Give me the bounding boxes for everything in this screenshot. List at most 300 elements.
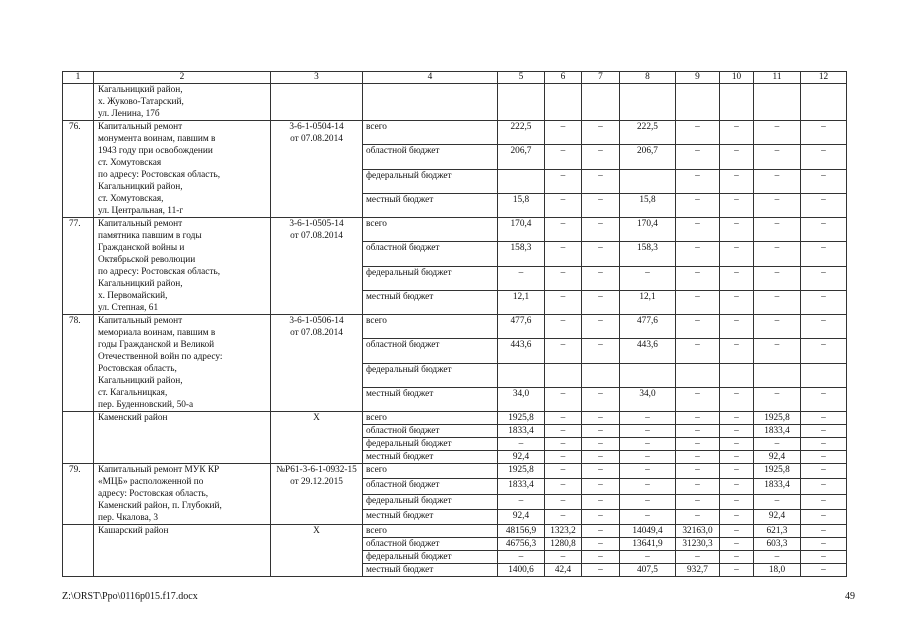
object-line: «МЦБ» расположенной по	[98, 477, 204, 487]
value-cell: –	[498, 438, 545, 451]
value-cell: 443,6	[498, 339, 545, 363]
row-number: 78.	[63, 315, 94, 412]
object-line: Кагальницкий район,	[98, 376, 183, 386]
value-cell: –	[582, 266, 620, 290]
value-cell: –	[754, 266, 801, 290]
value-cell: 34,0	[620, 387, 676, 411]
value-cell: –	[801, 290, 847, 314]
value-cell: –	[545, 290, 582, 314]
value-cell: –	[582, 551, 620, 564]
value-cell: –	[545, 509, 582, 524]
value-cell: 407,5	[620, 564, 676, 577]
value-cell: –	[545, 412, 582, 425]
value-cell: 12,1	[498, 290, 545, 314]
value-cell: –	[498, 266, 545, 290]
value-cell: 1925,8	[498, 464, 545, 479]
column-header: 3	[271, 72, 363, 84]
value-cell: –	[582, 169, 620, 193]
column-header: 8	[620, 72, 676, 84]
value-cell: –	[801, 564, 847, 577]
value-cell: –	[582, 425, 620, 438]
object-line: Ростовская область,	[98, 364, 177, 374]
value-cell: –	[754, 145, 801, 169]
value-cell: 42,4	[545, 564, 582, 577]
object-line: мемориала воинам, павшим в	[98, 328, 216, 338]
value-cell	[545, 363, 582, 387]
value-cell	[620, 169, 676, 193]
funding-source: федеральный бюджет	[363, 266, 498, 290]
value-cell: –	[545, 551, 582, 564]
value-cell: 31230,3	[676, 538, 720, 551]
value-cell: –	[754, 290, 801, 314]
value-cell: –	[545, 145, 582, 169]
value-cell: –	[801, 412, 847, 425]
value-cell: 1833,4	[498, 425, 545, 438]
empty-cell	[720, 84, 754, 121]
value-cell: 158,3	[498, 242, 545, 266]
value-cell: –	[620, 266, 676, 290]
value-cell: –	[545, 193, 582, 217]
object-line: по адресу: Ростовская область,	[98, 267, 221, 277]
value-cell: –	[676, 464, 720, 479]
value-cell: –	[582, 538, 620, 551]
value-cell	[754, 363, 801, 387]
value-cell: –	[498, 494, 545, 509]
value-cell: –	[545, 266, 582, 290]
column-header: 5	[498, 72, 545, 84]
object-line: х. Первомайский,	[98, 291, 168, 301]
funding-source: федеральный бюджет	[363, 169, 498, 193]
object-description	[94, 315, 271, 412]
value-cell: –	[754, 193, 801, 217]
footer-file-path: Z:\ORST\Ppo\0116p015.f17.docx	[62, 591, 198, 602]
value-cell: –	[582, 525, 620, 538]
value-cell: 1925,8	[498, 412, 545, 425]
value-cell: –	[620, 479, 676, 494]
value-cell: –	[676, 425, 720, 438]
value-cell: –	[720, 509, 754, 524]
value-cell	[720, 363, 754, 387]
value-cell: –	[582, 315, 620, 339]
funding-source: всего	[363, 525, 498, 538]
value-cell: –	[720, 266, 754, 290]
value-cell: –	[676, 218, 720, 242]
value-cell: –	[801, 193, 847, 217]
value-cell: –	[801, 169, 847, 193]
value-cell: 1280,8	[545, 538, 582, 551]
funding-source: местный бюджет	[363, 387, 498, 411]
value-cell: –	[720, 425, 754, 438]
value-cell: –	[676, 438, 720, 451]
value-cell: –	[676, 494, 720, 509]
object-line: ст. Хомутовская	[98, 158, 162, 168]
funding-source: федеральный бюджет	[363, 438, 498, 451]
funding-source: местный бюджет	[363, 564, 498, 577]
value-cell: 32163,0	[676, 525, 720, 538]
value-cell: 92,4	[754, 451, 801, 464]
value-cell: 1323,2	[545, 525, 582, 538]
value-cell: –	[801, 479, 847, 494]
header-row	[63, 72, 847, 84]
column-header: 7	[582, 72, 620, 84]
value-cell: 222,5	[498, 121, 545, 145]
value-cell: 46756,3	[498, 538, 545, 551]
value-cell	[801, 363, 847, 387]
value-cell: 222,5	[620, 121, 676, 145]
value-cell: 12,1	[620, 290, 676, 314]
value-cell: –	[676, 551, 720, 564]
value-cell	[676, 363, 720, 387]
object-line: ул. Степная, 61	[98, 303, 159, 313]
value-cell: –	[676, 412, 720, 425]
table-body	[63, 84, 847, 577]
column-header: 1	[63, 72, 94, 84]
value-cell: –	[582, 145, 620, 169]
value-cell: –	[720, 538, 754, 551]
value-cell: –	[676, 266, 720, 290]
value-cell: –	[801, 145, 847, 169]
table-row	[63, 464, 847, 479]
value-cell: –	[545, 425, 582, 438]
column-header: 10	[720, 72, 754, 84]
value-cell: –	[720, 551, 754, 564]
value-cell: –	[582, 387, 620, 411]
permit-code: 3-6-1-0504-14 от 07.08.2014	[271, 121, 363, 218]
value-cell: –	[676, 339, 720, 363]
value-cell: 34,0	[498, 387, 545, 411]
value-cell: –	[801, 339, 847, 363]
value-cell: 1400,6	[498, 564, 545, 577]
value-cell: –	[582, 479, 620, 494]
funding-source: федеральный бюджет	[363, 494, 498, 509]
funding-source: местный бюджет	[363, 193, 498, 217]
value-cell: 158,3	[620, 242, 676, 266]
value-cell: 14049,4	[620, 525, 676, 538]
funding-source: федеральный бюджет	[363, 363, 498, 387]
funding-source: всего	[363, 464, 498, 479]
value-cell: –	[754, 494, 801, 509]
value-cell: –	[720, 494, 754, 509]
funding-source: областной бюджет	[363, 339, 498, 363]
value-cell: –	[754, 121, 801, 145]
object-line: х. Жуково-Татарский,	[98, 97, 184, 107]
table-row	[63, 315, 847, 339]
value-cell: –	[582, 564, 620, 577]
value-cell: –	[720, 242, 754, 266]
value-cell: –	[620, 551, 676, 564]
object-description	[94, 84, 271, 121]
value-cell: 1833,4	[498, 479, 545, 494]
value-cell	[582, 363, 620, 387]
permit-code: Х	[271, 412, 363, 464]
value-cell: –	[582, 464, 620, 479]
column-header: 2	[94, 72, 271, 84]
empty-cell	[620, 84, 676, 121]
value-cell: –	[582, 339, 620, 363]
object-line: 1943 году при освобождении	[98, 146, 213, 156]
row-number: 79.	[63, 464, 94, 525]
value-cell: –	[720, 387, 754, 411]
value-cell: –	[720, 290, 754, 314]
object-line: ул. Ленина, 17б	[98, 109, 160, 119]
value-cell: 206,7	[498, 145, 545, 169]
value-cell: –	[620, 494, 676, 509]
funding-source: всего	[363, 218, 498, 242]
object-line: Кашарский район	[98, 526, 169, 536]
value-cell: –	[801, 494, 847, 509]
object-line: Октябрьской революции	[98, 255, 196, 265]
empty-cell	[801, 84, 847, 121]
value-cell: –	[676, 242, 720, 266]
value-cell: –	[620, 425, 676, 438]
value-cell: –	[801, 551, 847, 564]
value-cell: –	[620, 451, 676, 464]
value-cell: 443,6	[620, 339, 676, 363]
value-cell: 477,6	[498, 315, 545, 339]
value-cell: –	[582, 121, 620, 145]
value-cell: –	[582, 451, 620, 464]
value-cell: –	[801, 266, 847, 290]
object-line: монумента воинам, павшим в	[98, 134, 216, 144]
permit-code	[271, 84, 363, 121]
object-line: пер. Буденновский, 50-а	[98, 400, 194, 410]
funding-source: местный бюджет	[363, 290, 498, 314]
object-line: пер. Чкалова, 3	[98, 513, 159, 523]
value-cell: –	[720, 464, 754, 479]
value-cell: –	[754, 315, 801, 339]
value-cell: –	[582, 242, 620, 266]
empty-cell	[676, 84, 720, 121]
object-line: Кагальницкий район,	[98, 279, 183, 289]
value-cell: –	[676, 315, 720, 339]
value-cell: –	[720, 412, 754, 425]
value-cell: –	[720, 451, 754, 464]
value-cell: –	[582, 290, 620, 314]
value-cell: –	[754, 438, 801, 451]
value-cell: 477,6	[620, 315, 676, 339]
value-cell: –	[801, 121, 847, 145]
table-row	[63, 84, 847, 121]
object-line: ст. Кагальницкая,	[98, 388, 168, 398]
value-cell: –	[720, 218, 754, 242]
value-cell: –	[582, 494, 620, 509]
value-cell: –	[676, 479, 720, 494]
value-cell: –	[582, 438, 620, 451]
value-cell: –	[545, 464, 582, 479]
object-line: Каменский район, п. Глубокий,	[98, 501, 222, 511]
value-cell: –	[545, 339, 582, 363]
funding-source: областной бюджет	[363, 425, 498, 438]
value-cell: –	[620, 412, 676, 425]
value-cell: –	[545, 451, 582, 464]
row-number	[63, 525, 94, 577]
value-cell: –	[498, 551, 545, 564]
object-line: адресу: Ростовская область,	[98, 489, 209, 499]
object-line: по адресу: Ростовская область,	[98, 170, 221, 180]
value-cell: 92,4	[754, 509, 801, 524]
value-cell: –	[676, 509, 720, 524]
column-header: 9	[676, 72, 720, 84]
object-description	[94, 525, 271, 577]
value-cell: –	[582, 218, 620, 242]
value-cell: –	[801, 451, 847, 464]
value-cell	[498, 169, 545, 193]
permit-code: 3-6-1-0506-14 от 07.08.2014	[271, 315, 363, 412]
value-cell	[620, 363, 676, 387]
value-cell: 932,7	[676, 564, 720, 577]
value-cell: –	[720, 479, 754, 494]
value-cell: –	[801, 315, 847, 339]
table-row	[63, 121, 847, 145]
table-row	[63, 525, 847, 538]
row-number: 77.	[63, 218, 94, 315]
value-cell: –	[545, 169, 582, 193]
funding-source: областной бюджет	[363, 479, 498, 494]
value-cell: –	[676, 145, 720, 169]
permit-code: Х	[271, 525, 363, 577]
column-header: 4	[363, 72, 498, 84]
value-cell: –	[754, 242, 801, 266]
value-cell: –	[676, 387, 720, 411]
value-cell: 48156,9	[498, 525, 545, 538]
value-cell: –	[720, 169, 754, 193]
object-line: Гражданской войны и	[98, 243, 185, 253]
object-line: Кагальницкий район,	[98, 182, 183, 192]
funding-source: областной бюджет	[363, 242, 498, 266]
object-line: Кагальницкий район,	[98, 85, 183, 95]
object-line: Капитальный ремонт МУК КР	[98, 465, 220, 475]
value-cell: –	[801, 538, 847, 551]
value-cell: –	[582, 509, 620, 524]
empty-cell	[582, 84, 620, 121]
value-cell: –	[720, 339, 754, 363]
value-cell: –	[754, 169, 801, 193]
value-cell: –	[801, 509, 847, 524]
value-cell: –	[545, 494, 582, 509]
object-line: ст. Хомутовская,	[98, 194, 164, 204]
funding-source: всего	[363, 315, 498, 339]
funding-source: федеральный бюджет	[363, 551, 498, 564]
value-cell: –	[545, 218, 582, 242]
value-cell: 170,4	[620, 218, 676, 242]
object-line: Отечественной войн по адресу:	[98, 352, 223, 362]
value-cell: –	[754, 387, 801, 411]
value-cell: 92,4	[498, 509, 545, 524]
value-cell: –	[720, 193, 754, 217]
object-line: Капитальный ремонт	[98, 122, 183, 132]
value-cell: –	[801, 425, 847, 438]
row-number: 76.	[63, 121, 94, 218]
value-cell: –	[754, 551, 801, 564]
value-cell: 1833,4	[754, 479, 801, 494]
value-cell: 621,3	[754, 525, 801, 538]
page-number: 49	[845, 591, 855, 602]
value-cell: 603,3	[754, 538, 801, 551]
funding-source: всего	[363, 121, 498, 145]
funding-source: областной бюджет	[363, 538, 498, 551]
table-row	[63, 218, 847, 242]
value-cell: –	[801, 525, 847, 538]
value-cell: 1833,4	[754, 425, 801, 438]
value-cell: –	[720, 564, 754, 577]
value-cell: –	[582, 193, 620, 217]
value-cell: –	[676, 193, 720, 217]
empty-cell	[363, 84, 498, 121]
row-number	[63, 84, 94, 121]
value-cell: –	[620, 509, 676, 524]
value-cell: –	[720, 525, 754, 538]
value-cell: 15,8	[620, 193, 676, 217]
object-description	[94, 121, 271, 218]
value-cell: –	[545, 121, 582, 145]
value-cell: 13641,9	[620, 538, 676, 551]
object-description	[94, 218, 271, 315]
funding-source: местный бюджет	[363, 509, 498, 524]
value-cell: –	[754, 339, 801, 363]
funding-source: всего	[363, 412, 498, 425]
row-number	[63, 412, 94, 464]
value-cell: –	[545, 479, 582, 494]
object-line: годы Гражданской и Великой	[98, 340, 215, 350]
permit-code: 3-6-1-0505-14 от 07.08.2014	[271, 218, 363, 315]
value-cell: –	[620, 464, 676, 479]
value-cell: –	[582, 412, 620, 425]
value-cell: –	[720, 121, 754, 145]
value-cell: –	[545, 387, 582, 411]
value-cell: –	[676, 290, 720, 314]
value-cell: –	[676, 121, 720, 145]
value-cell: –	[801, 218, 847, 242]
value-cell: 1925,8	[754, 464, 801, 479]
object-line: Капитальный ремонт	[98, 316, 183, 326]
value-cell: –	[801, 387, 847, 411]
empty-cell	[498, 84, 545, 121]
empty-cell	[545, 84, 582, 121]
object-line: Капитальный ремонт	[98, 219, 183, 229]
object-line: памятника павшим в годы	[98, 231, 202, 241]
funding-source: областной бюджет	[363, 145, 498, 169]
object-line: Каменский район	[98, 413, 168, 423]
value-cell: 18,0	[754, 564, 801, 577]
value-cell: 206,7	[620, 145, 676, 169]
value-cell: –	[801, 438, 847, 451]
value-cell: –	[620, 438, 676, 451]
permit-code: №Р61-3-6-1-0932-15 от 29.12.2015	[271, 464, 363, 525]
value-cell	[498, 363, 545, 387]
value-cell: –	[676, 451, 720, 464]
empty-cell	[754, 84, 801, 121]
column-header: 12	[801, 72, 847, 84]
table-row	[63, 412, 847, 425]
budget-table	[62, 71, 847, 577]
value-cell: 15,8	[498, 193, 545, 217]
value-cell: –	[676, 169, 720, 193]
object-description	[94, 464, 271, 525]
value-cell: –	[720, 315, 754, 339]
value-cell: –	[801, 464, 847, 479]
value-cell: 92,4	[498, 451, 545, 464]
value-cell: –	[545, 242, 582, 266]
object-line: ул. Центральная, 11-г	[98, 206, 184, 216]
value-cell: –	[801, 242, 847, 266]
object-description	[94, 412, 271, 464]
funding-source: местный бюджет	[363, 451, 498, 464]
value-cell: –	[720, 145, 754, 169]
value-cell: –	[720, 438, 754, 451]
value-cell: –	[754, 218, 801, 242]
value-cell: –	[545, 438, 582, 451]
value-cell: 1925,8	[754, 412, 801, 425]
